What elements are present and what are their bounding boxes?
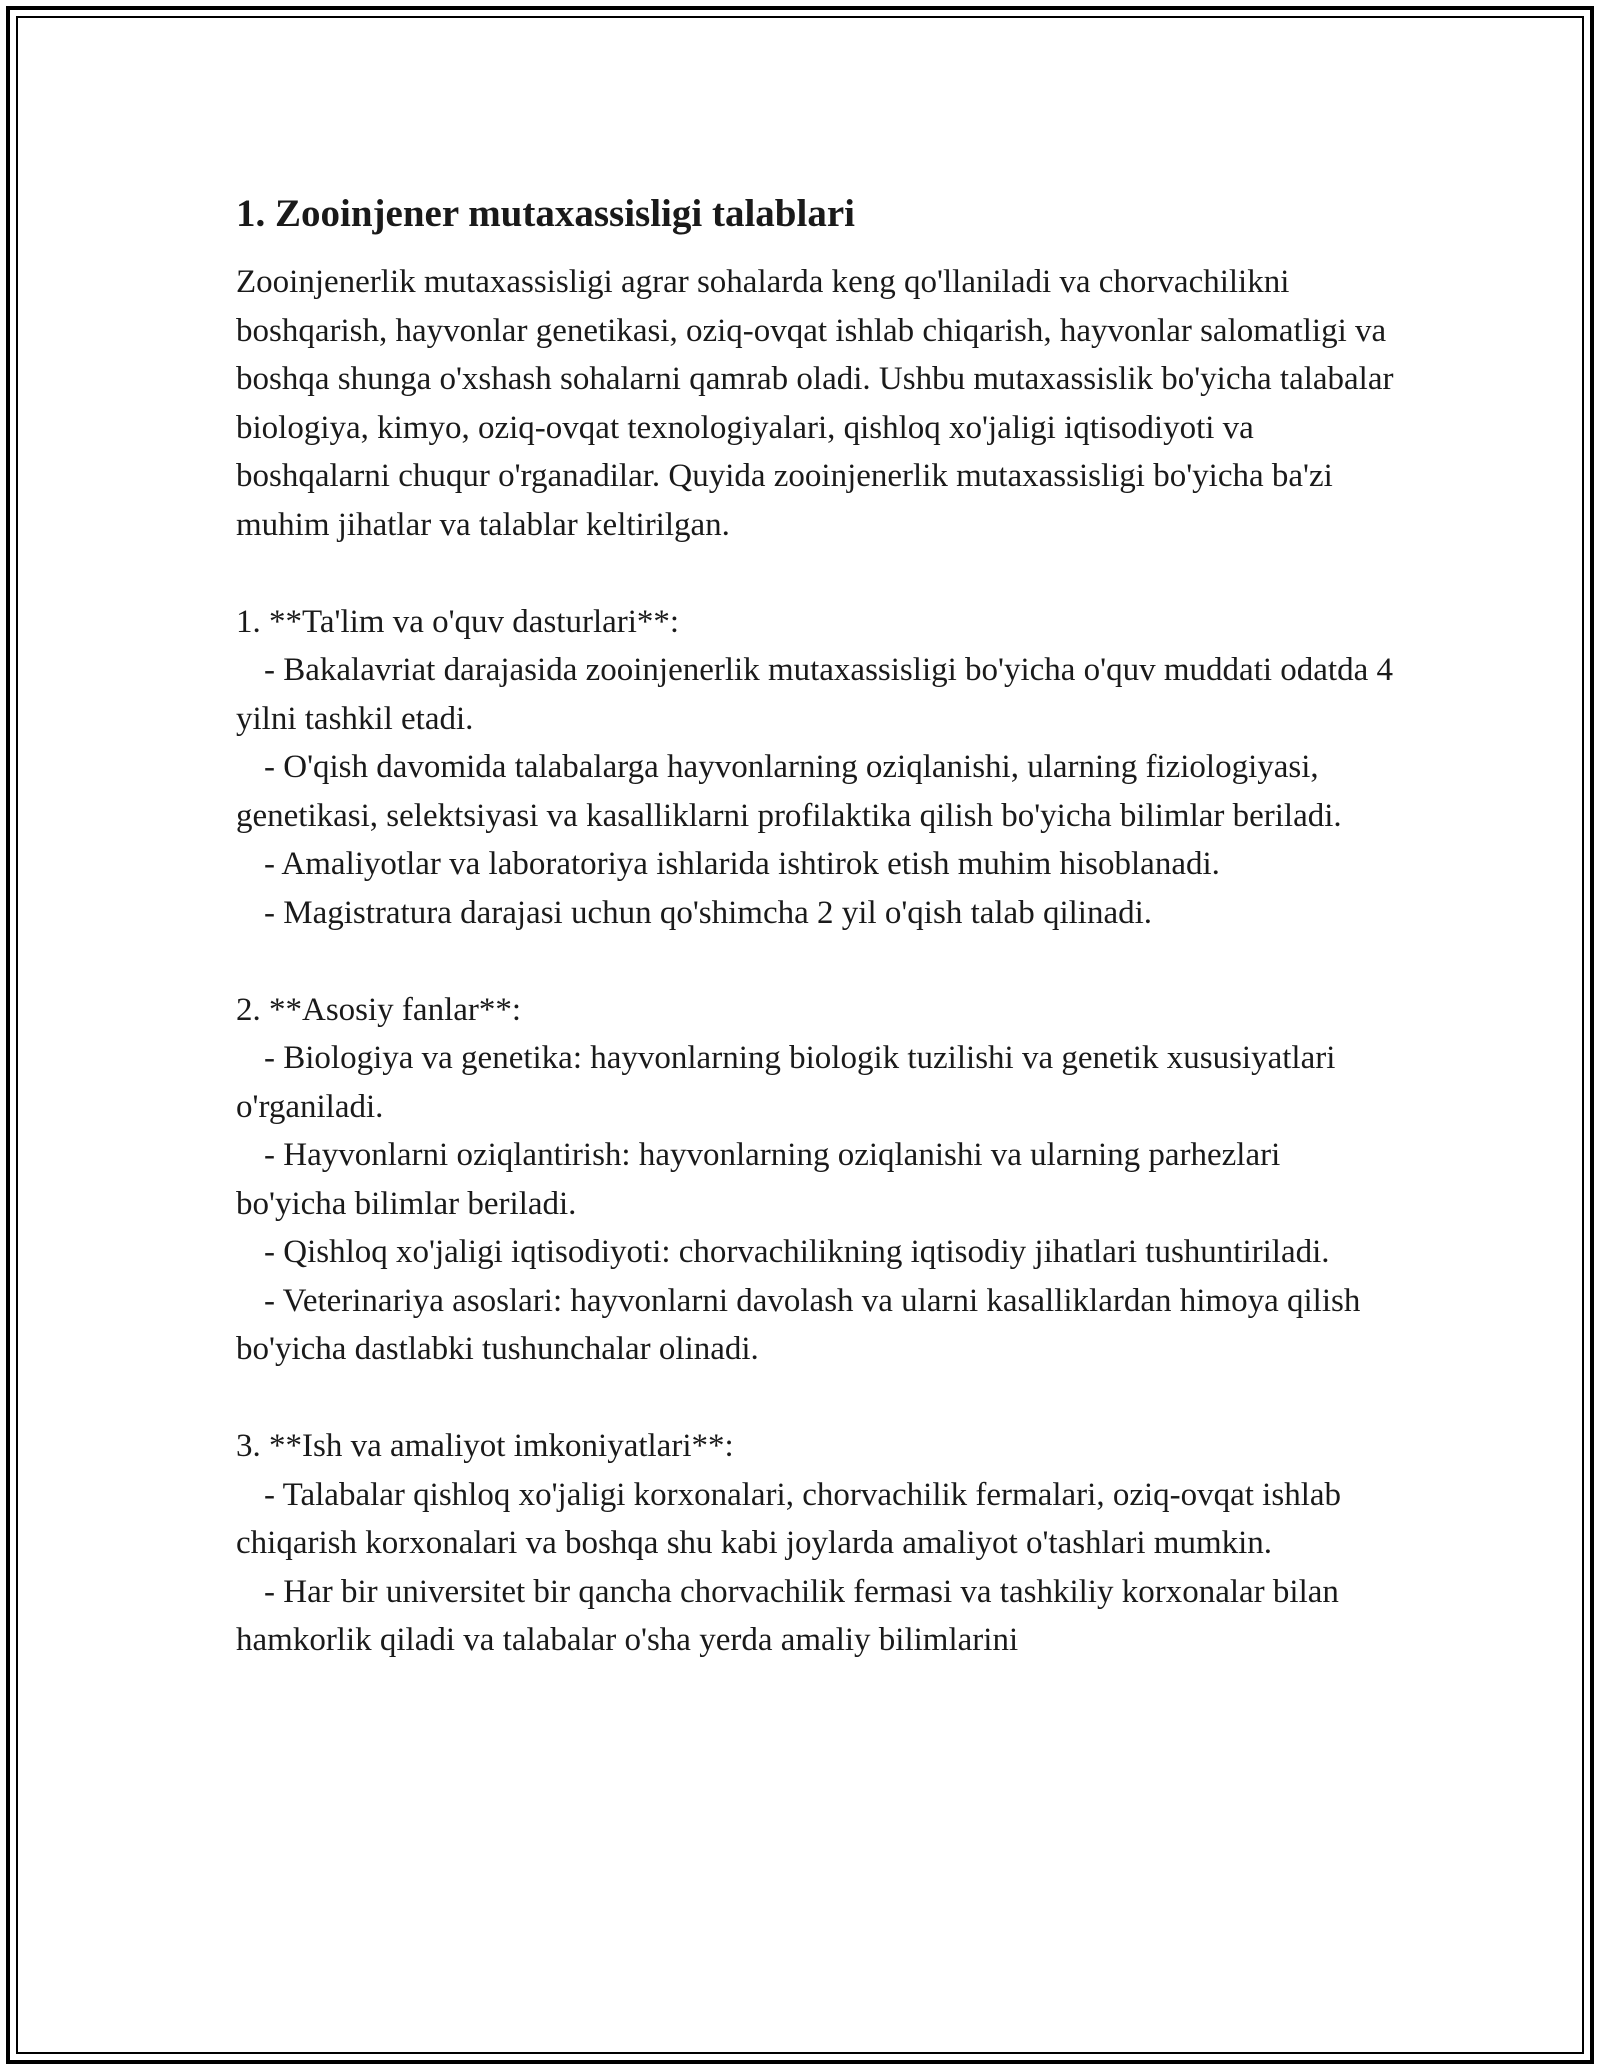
list-item: - Har bir universitet bir qancha chorvachilik fermasi va tashkiliy korxonalar bilan hamkorlik qiladi va talabalar o'sha yerda amaliy bilimlarini [236, 1573, 1339, 1658]
section-subjects [236, 986, 1396, 1374]
list-item: - Qishloq xo'jaligi iqtisodiyoti: chorvachilikning iqtisodiy jihatlari tushuntiriladi. [264, 1234, 1330, 1270]
list-item: - Bakalavriat darajasida zooinjenerlik mutaxassisligi bo'yicha o'quv muddati odatda 4 yilni tashkil etadi. [236, 652, 1393, 737]
document-body [236, 186, 1396, 1665]
list-item: - Amaliyotlar va laboratoriya ishlarida ishtirok etish muhim hisoblanadi. [264, 846, 1220, 882]
section-opportunities [236, 1422, 1396, 1665]
list-item: - O'qish davomida talabalarga hayvonlarning oziqlanishi, ularning fiziologiyasi, genetikasi, selektsiyasi va kasalliklarni profilaktika qilish bo'yicha bilimlar beriladi. [236, 749, 1342, 834]
list-item: - Magistratura darajasi uchun qo'shimcha 2 yil o'qish talab qilinadi. [264, 894, 1153, 931]
list-item: - Hayvonlarni oziqlantirish: hayvonlarning oziqlanishi va ularning parhezlari bo'yicha bilimlar beriladi. [236, 1137, 1281, 1222]
section-heading: 1. **Ta'lim va o'quv dasturlari**: [236, 603, 680, 640]
section-heading: 2. **Asosiy fanlar**: [236, 991, 522, 1028]
list-item: - Veterinariya asoslari: hayvonlarni davolash va ularni kasalliklardan himoya qilish bo'yicha dastlabki tushunchalar olinadi. [236, 1282, 1361, 1367]
list-item: - Biologiya va genetika: hayvonlarning biologik tuzilishi va genetik xususiyatlari o'rganiladi. [236, 1040, 1336, 1125]
section-heading: 3. **Ish va amaliyot imkoniyatlari**: [236, 1428, 734, 1464]
intro-paragraph: Zooinjenerlik mutaxassisligi agrar sohalarda keng qo'llaniladi va chorvachilikni boshqarish, hayvonlar genetikasi, oziq-ovqat ishlab chiqarish, hayvonlar salomatligi va boshqa shunga o'xshash sohalarni qamrab oladi. Ushbu mutaxassislik bo'yicha talabalar biologiya, kimyo, oziq-ovqat texnologiyalari, qishloq xo'jaligi iqtisodiyoti va boshqalarni chuqur o'rganadilar. Quyida zooinjenerlik mutaxassisligi bo'yicha ba'zi muhim jihatlar va talablar keltirilgan. [236, 264, 1394, 543]
document-title: 1. Zooinjener mutaxassisligi talablari [236, 192, 855, 235]
list-item: - Talabalar qishloq xo'jaligi korxonalari, chorvachilik fermalari, oziq-ovqat ishlab chiqarish korxonalari va boshqa shu kabi joylarda amaliyot o'tashlari mumkin. [236, 1476, 1342, 1561]
section-education [236, 598, 1396, 938]
